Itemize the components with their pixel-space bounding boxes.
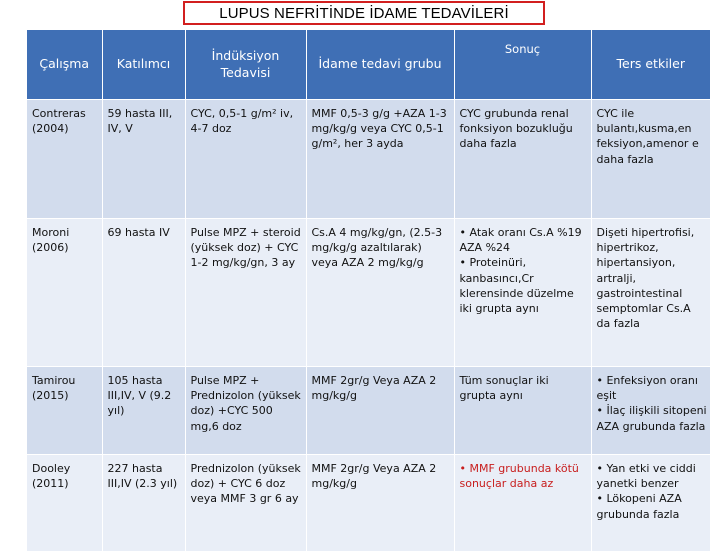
page-title: LUPUS NEFRİTİNDE İDAME TEDAVİLERİ	[183, 1, 545, 25]
cell-outcome: CYC grubunda renal fonksiyon bozukluğu daha fazla	[454, 100, 591, 219]
cell-adverse-effects: • Yan etki ve ciddi yanetki benzer • Lökopeni AZA grubunda fazla	[591, 455, 710, 551]
cell-induction: Pulse MPZ + steroid (yüksek doz) + CYC 1-2 mg/kg/gn, 3 ay	[185, 219, 306, 367]
table-row	[27, 100, 710, 219]
header-outcome: Sonuç	[454, 30, 591, 100]
cell-outcome-highlighted: • MMF grubunda kötü sonuçlar daha az	[454, 455, 591, 551]
cell-induction: Pulse MPZ + Prednizolon (yüksek doz) +CYC 500 mg,6 doz	[185, 367, 306, 455]
cell-participants: 59 hasta III, IV, V	[102, 100, 185, 219]
cell-adverse-effects: Dişeti hipertrofisi, hipertrikoz, hipertansiyon, artralji, gastrointestinal semptomlar Cs.A da fazla	[591, 219, 710, 367]
cell-maintenance: MMF 2gr/g Veya AZA 2 mg/kg/g	[306, 367, 454, 455]
cell-adverse-effects: CYC ile bulantı,kusma,en feksiyon,amenor e daha fazla	[591, 100, 710, 219]
cell-outcome: • Atak oranı Cs.A %19 AZA %24 • Proteinüri, kanbasıncı,Cr klerensinde düzelme iki grupta aynı	[454, 219, 591, 367]
cell-adverse-effects: • Enfeksiyon oranı eşit • İlaç ilişkili sitopeni AZA grubunda fazla	[591, 367, 710, 455]
cell-participants: 227 hasta III,IV (2.3 yıl)	[102, 455, 185, 551]
table-row	[27, 219, 710, 367]
table-header-row	[27, 30, 710, 100]
table-row	[27, 455, 710, 551]
header-participants: Katılımcı	[102, 30, 185, 100]
cell-participants: 105 hasta III,IV, V (9.2 yıl)	[102, 367, 185, 455]
header-maintenance: İdame tedavi grubu	[306, 30, 454, 100]
cell-maintenance: Cs.A 4 mg/kg/gn, (2.5-3 mg/kg/g azaltılarak) veya AZA 2 mg/kg/g	[306, 219, 454, 367]
cell-induction: Prednizolon (yüksek doz) + CYC 6 doz veya MMF 3 gr 6 ay	[185, 455, 306, 551]
cell-participants: 69 hasta IV	[102, 219, 185, 367]
cell-study: Moroni (2006)	[27, 219, 102, 367]
maintenance-therapy-table	[27, 30, 710, 551]
cell-maintenance: MMF 0,5-3 g/g +AZA 1-3 mg/kg/g veya CYC 0,5-1 g/m², her 3 ayda	[306, 100, 454, 219]
cell-maintenance: MMF 2gr/g Veya AZA 2 mg/kg/g	[306, 455, 454, 551]
header-adverse-effects: Ters etkiler	[591, 30, 710, 100]
cell-study: Dooley (2011)	[27, 455, 102, 551]
header-induction: İndüksiyon Tedavisi	[185, 30, 306, 100]
cell-induction: CYC, 0,5-1 g/m² iv, 4-7 doz	[185, 100, 306, 219]
cell-study: Contreras (2004)	[27, 100, 102, 219]
cell-study: Tamirou (2015)	[27, 367, 102, 455]
cell-outcome: Tüm sonuçlar iki grupta aynı	[454, 367, 591, 455]
table-row	[27, 367, 710, 455]
header-study: Çalışma	[27, 30, 102, 100]
